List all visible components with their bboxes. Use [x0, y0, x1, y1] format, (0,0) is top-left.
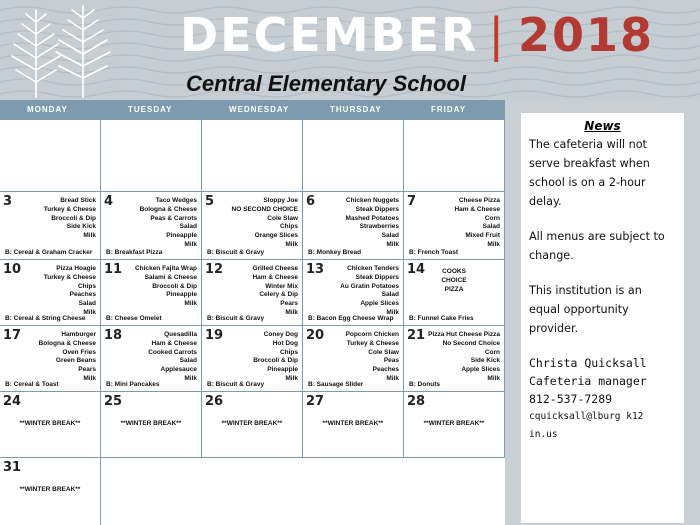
menu-item: Grilled Cheese	[252, 265, 298, 272]
lunch-menu	[253, 331, 298, 384]
lunch-menu	[44, 265, 96, 318]
winter-break-label: **WINTER BREAK**	[19, 420, 81, 427]
breakfast-item: B: Breakfast Pizza	[106, 249, 163, 256]
breakfast-item: B: French Toast	[409, 249, 458, 256]
menu-item: Side Kick	[470, 357, 500, 365]
menu-item: Salad	[381, 291, 399, 299]
breakfast-item: B: Cereal & String Cheese	[5, 315, 86, 322]
menu-item: Coney Dog	[263, 331, 298, 338]
breakfast-item: B: Biscuit & Gravy	[207, 249, 265, 256]
breakfast-item: B: Cereal & Graham Cracker	[5, 249, 93, 256]
calendar-day-cell	[101, 120, 202, 192]
calendar-day-cell	[101, 392, 202, 458]
menu-item: Oven Fries	[62, 348, 96, 356]
menu-item: PIZZA	[444, 285, 464, 293]
menu-item: Chicken Nuggets	[345, 197, 399, 204]
menu-item: Pineapple	[166, 291, 197, 299]
month-title	[180, 8, 654, 62]
news-title: News	[584, 119, 621, 133]
menu-item: Cooked Carrots	[148, 348, 197, 356]
day-number: 25	[104, 394, 123, 409]
manager-email: cquicksall@lburg k12 in.us	[529, 411, 644, 440]
menu-item: Bologna & Cheese	[139, 205, 197, 213]
lunch-menu	[346, 197, 399, 250]
menu-item: Chicken Fajita Wrap	[134, 265, 197, 272]
calendar-day-cell	[0, 120, 101, 192]
calendar-day-cell	[303, 326, 404, 392]
lunch-menu	[340, 265, 399, 318]
menu-item: Milk	[83, 374, 96, 382]
menu-item: Apple Slices	[360, 300, 399, 308]
menu-item: Milk	[83, 308, 96, 316]
calendar-day-cell	[101, 192, 202, 260]
menu-item: Pineapple	[166, 232, 197, 240]
menu-item: Ham & Cheese	[454, 205, 500, 213]
menu-item: Pizza Hut Cheese Pizza	[428, 331, 500, 338]
day-number: 4	[104, 194, 114, 209]
weekday-label: THURSDAY	[330, 105, 382, 114]
menu-item: Bologna & Cheese	[38, 339, 96, 347]
calendar-day-cell	[0, 326, 101, 392]
school-name: Central Elementary School	[186, 71, 466, 96]
day-number: 24	[3, 394, 22, 409]
weekday-label: TUESDAY	[128, 105, 173, 114]
menu-item: Orange Slices	[254, 232, 298, 240]
menu-item: Chips	[279, 348, 298, 356]
winter-break-label: **WINTER BREAK**	[221, 420, 283, 427]
lunch-menu	[404, 268, 504, 294]
day-number: 19	[205, 328, 224, 343]
winter-break-label: **WINTER BREAK**	[322, 420, 384, 427]
day-number: 14	[407, 262, 426, 277]
menu-item: Bread Stick	[60, 197, 96, 204]
breakfast-item: B: Sausage Slider	[308, 381, 364, 388]
menu-item: Side Kick	[66, 223, 96, 231]
breakfast-item: B: Biscuit & Gravy	[207, 381, 265, 388]
calendar-day-cell	[303, 120, 404, 192]
menu-item: Broccoli & Dip	[152, 282, 197, 290]
menu-item: Milk	[83, 232, 96, 240]
lunch-menu	[39, 331, 96, 384]
lunch-menu	[140, 197, 197, 250]
menu-item: Steak Dippers	[355, 205, 399, 213]
menu-item: Popcorn Chicken	[345, 331, 399, 338]
menu-item: NO SECOND CHOICE	[231, 205, 298, 213]
month-name: DECEMBER	[180, 8, 479, 62]
calendar-day-cell	[0, 260, 101, 326]
lunch-menu	[428, 331, 500, 384]
day-number: 31	[3, 460, 22, 475]
menu-item: Milk	[285, 240, 298, 248]
menu-item: Milk	[285, 374, 298, 382]
menu-item: Salad	[381, 232, 399, 240]
calendar-day-cell	[101, 326, 202, 392]
day-number: 18	[104, 328, 123, 343]
weekday-label: WEDNESDAY	[229, 105, 290, 114]
winter-break-label: **WINTER BREAK**	[120, 420, 182, 427]
breakfast-item: B: Bacon Egg Cheese Wrap	[308, 315, 394, 322]
weekday-label: MONDAY	[27, 105, 68, 114]
menu-item: Ham & Cheese	[151, 339, 197, 347]
menu-item: Milk	[487, 240, 500, 248]
calendar-grid	[0, 120, 505, 525]
menu-item: Hot Dog	[272, 339, 298, 347]
news-delay-note: The cafeteria will not serve breakfast when school is on a 2-hour delay.	[529, 138, 650, 208]
menu-item: Turkey & Cheese	[346, 339, 399, 347]
menu-item: Applesauce	[160, 366, 197, 374]
menu-item: Cheese Pizza	[458, 197, 500, 204]
menu-item: Milk	[487, 374, 500, 382]
lunch-menu	[148, 331, 197, 384]
day-number: 11	[104, 262, 123, 277]
year: 2018	[517, 8, 654, 62]
calendar-day-cell	[101, 260, 202, 326]
breakfast-item: B: Cheese Omelet	[106, 315, 162, 322]
manager-phone: 812-537-7289	[529, 392, 613, 406]
calendar-day-cell	[202, 326, 303, 392]
menu-item: Mixed Fruit	[465, 232, 500, 240]
menu-item: Chips	[279, 223, 298, 231]
calendar-day-cell	[303, 260, 404, 326]
calendar-day-cell	[404, 326, 505, 392]
menu-item: Turkey & Cheese	[43, 205, 96, 213]
menu-item: Chicken Tenders	[347, 265, 399, 272]
calendar-day-cell	[0, 192, 101, 260]
menu-item: Sloppy Joe	[263, 197, 298, 204]
calendar-day-cell	[404, 260, 505, 326]
calendar-day-cell	[202, 192, 303, 260]
calendar-day-cell	[303, 192, 404, 260]
breakfast-item: B: Monkey Bread	[308, 249, 362, 256]
winter-break-label: **WINTER BREAK**	[423, 420, 485, 427]
breakfast-item: B: Funnel Cake Fries	[409, 315, 474, 322]
day-number: 6	[306, 194, 316, 209]
lunch-menu	[346, 331, 399, 384]
day-number: 28	[407, 394, 426, 409]
news-panel	[521, 113, 684, 523]
lunch-menu	[252, 265, 298, 318]
menu-item: Au Gratin Potatoes	[340, 282, 399, 290]
day-number: 5	[205, 194, 215, 209]
calendar-day-cell	[303, 392, 404, 458]
menu-item: Pears	[78, 366, 96, 374]
menu-item: Cole Slaw	[368, 348, 399, 356]
news-equal-opportunity: This institution is an equal opportunity provider.	[529, 284, 642, 335]
day-number: 13	[306, 262, 325, 277]
menu-item: Broccoli & Dip	[253, 357, 298, 365]
menu-item: Milk	[386, 308, 399, 316]
menu-item: Winter Mix	[265, 282, 298, 290]
menu-item: Turkey & Cheese	[43, 273, 96, 281]
menu-item: Hamburger	[61, 331, 96, 338]
menu-item: Peas	[383, 357, 399, 365]
day-number: 12	[205, 262, 224, 277]
calendar-day-cell	[202, 260, 303, 326]
manager-name: Christa Quicksall	[529, 356, 647, 370]
menu-item: Pizza Hoagie	[56, 265, 96, 272]
breakfast-item: B: Cereal & Toast	[5, 381, 59, 388]
menu-item: Milk	[184, 240, 197, 248]
menu-item: Corn	[484, 348, 500, 356]
news-menu-note: All menus are subject to change.	[529, 230, 665, 262]
calendar-day-cell	[202, 392, 303, 458]
menu-item: Salami & Cheese	[144, 273, 197, 281]
day-number: 26	[205, 394, 224, 409]
day-number: 10	[3, 262, 22, 277]
menu-item: Apple Slices	[461, 366, 500, 374]
menu-item: Peaches	[372, 366, 399, 374]
calendar-day-cell	[404, 120, 505, 192]
menu-item: Milk	[184, 374, 197, 382]
winter-break-label: **WINTER BREAK**	[19, 486, 81, 493]
title-separator: |	[488, 8, 506, 62]
lunch-menu	[454, 197, 500, 250]
menu-item: Peas & Carrots	[150, 214, 197, 222]
weekday-header	[0, 100, 505, 120]
manager-role: Cafeteria manager	[529, 374, 647, 388]
menu-item: Chips	[77, 282, 96, 290]
menu-item: Milk	[285, 308, 298, 316]
calendar-day-cell	[0, 458, 101, 525]
breakfast-item: B: Donuts	[409, 381, 441, 388]
menu-item: Ham & Cheese	[252, 273, 298, 281]
menu-item: Strawberries	[359, 223, 399, 231]
menu-item: Taco Wedges	[155, 197, 197, 204]
breakfast-item: B: Mini Pancakes	[106, 381, 160, 388]
calendar-day-cell	[202, 120, 303, 192]
menu-item: Corn	[484, 214, 500, 222]
menu-item: Steak Dippers	[355, 273, 399, 281]
menu-item: Pineapple	[267, 366, 298, 374]
calendar-day-cell	[0, 392, 101, 458]
lunch-menu	[44, 197, 96, 241]
menu-item: Cole Slaw	[267, 214, 298, 222]
day-number: 7	[407, 194, 417, 209]
menu-item: Mashed Potatoes	[345, 214, 399, 222]
day-number: 17	[3, 328, 22, 343]
weekday-label: FRIDAY	[431, 105, 467, 114]
day-number: 21	[407, 328, 426, 343]
winter-tree-icon	[50, 2, 116, 98]
menu-item: Milk	[184, 300, 197, 308]
menu-item: No Second Choice	[442, 339, 500, 347]
menu-item: Salad	[78, 300, 96, 308]
menu-item: Salad	[482, 223, 500, 231]
menu-item: Peaches	[69, 291, 96, 299]
lunch-menu	[135, 265, 197, 309]
menu-item: Salad	[179, 223, 197, 231]
breakfast-item: B: Biscuit & Gravy	[207, 315, 265, 322]
menu-item: Green Beans	[55, 357, 96, 365]
calendar-day-cell	[404, 192, 505, 260]
lunch-menu	[232, 197, 298, 250]
day-number: 20	[306, 328, 325, 343]
menu-item: Salad	[179, 357, 197, 365]
calendar-day-cell	[404, 392, 505, 458]
menu-item: Broccoli & Dip	[51, 214, 96, 222]
menu-item: Pears	[280, 300, 298, 308]
menu-item: COOKS	[442, 268, 466, 275]
menu-item: CHOICE	[441, 276, 467, 284]
menu-item: Milk	[386, 240, 399, 248]
day-number: 3	[3, 194, 13, 209]
header-banner	[0, 0, 700, 100]
menu-item: Quesadilla	[164, 331, 197, 338]
menu-item: Milk	[386, 374, 399, 382]
menu-item: Celery & Dip	[259, 291, 298, 299]
day-number: 27	[306, 394, 325, 409]
